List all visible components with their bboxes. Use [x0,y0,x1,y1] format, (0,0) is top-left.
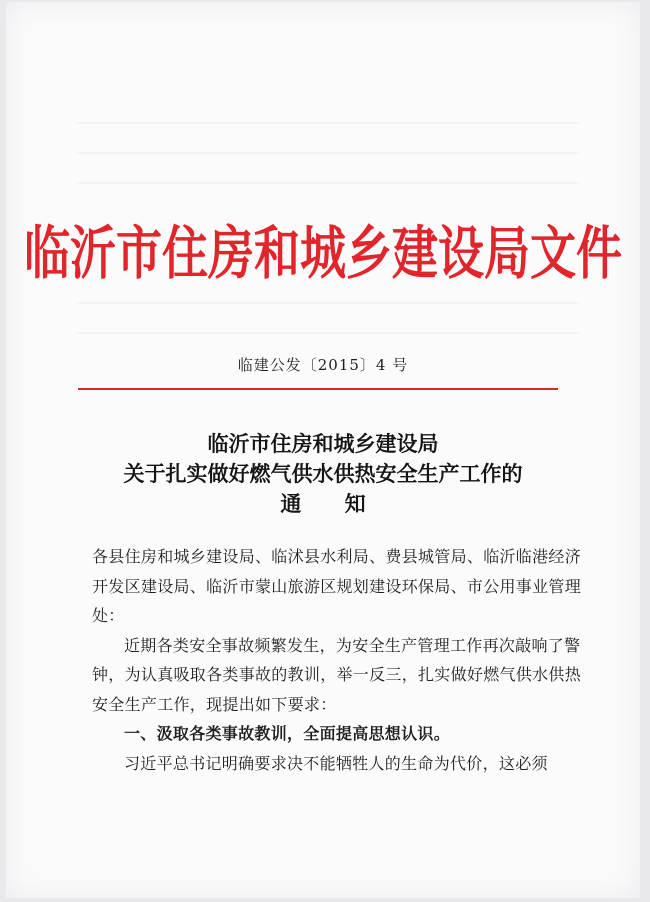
addressee-paragraph: 各县住房和城乡建设局、临沭县水利局、费县城管局、临沂临港经济开发区建设局、临沂市蒙山旅游区规划建设环保局、市公用事业管理处： [92,547,582,625]
body-paragraph-2: 习近平总书记明确要求决不能牺牲人的生命为代价，这必须 [124,753,548,773]
document-header-title: 临沂市住房和城乡建设局文件 [24,219,622,287]
notice-title [6,429,640,519]
notice-title-line-1: 临沂市住房和城乡建设局 [207,431,439,456]
show-through-mark [76,152,580,154]
show-through-mark [76,122,580,124]
red-separator-line [78,388,558,390]
body-paragraph-1: 近期各类安全事故频繁发生，为安全生产管理工作再次敲响了警钟，为认真吸取各类事故的教训，举一反三，扎实做好燃气供水供热安全生产工作，现提出如下要求： [92,635,582,714]
document-number: 临建公发〔2015〕4 号 [237,356,409,374]
document-page [6,2,640,898]
notice-title-line-2: 关于扎实做好燃气供水供热安全生产工作的 [123,461,523,486]
show-through-mark [76,332,580,334]
show-through-mark [76,182,580,184]
notice-title-line-3: 通 知 [280,491,384,516]
document-body [92,542,582,778]
show-through-mark [76,302,580,304]
section-heading-1: 一、汲取各类事故教训，全面提高思想认识。 [124,724,451,743]
